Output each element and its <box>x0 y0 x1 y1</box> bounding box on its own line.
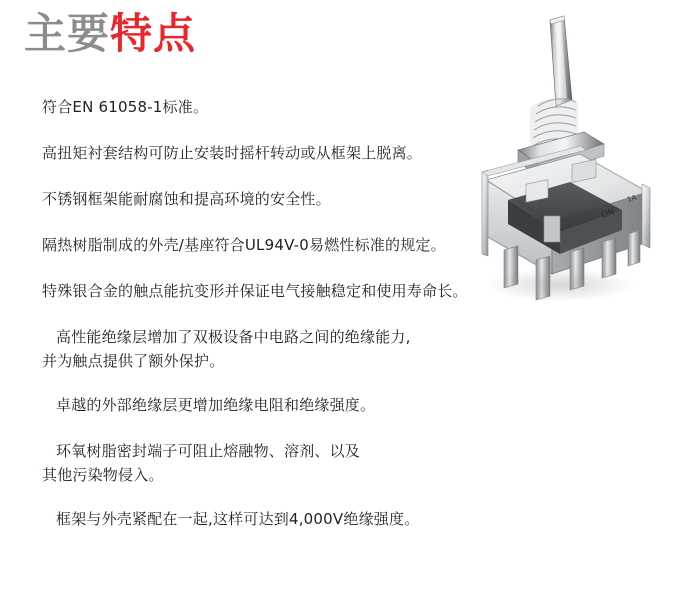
feature-item <box>42 393 512 417</box>
feature-line: 高性能绝缘层增加了双极设备中电路之间的绝缘能力, <box>56 328 411 346</box>
on-marking-text: ON <box>599 207 617 221</box>
feature-line: 卓越的外部绝缘层更增加绝缘电阻和绝缘强度。 <box>56 396 376 414</box>
page-title-accent: 特点 <box>110 9 197 58</box>
feature-line: 高扭矩衬套结构可防止安装时摇杆转动或从框架上脱离。 <box>42 144 423 162</box>
feature-item <box>42 325 512 373</box>
feature-item <box>42 279 512 303</box>
feature-line: 框架与外壳紧配在一起,这样可达到4,000V绝缘强度。 <box>56 510 420 528</box>
feature-line: 特殊银合金的触点能抗变形并保证电气接触稳定和使用寿命长。 <box>42 282 468 300</box>
feature-item <box>42 233 512 257</box>
feature-line: 不锈钢框架能耐腐蚀和提高环境的安全性。 <box>42 190 331 208</box>
feature-item <box>42 95 512 119</box>
feature-line: 隔热树脂制成的外壳/基座符合UL94V-0易燃性标准的规定。 <box>42 236 446 254</box>
feature-item <box>42 439 512 487</box>
feature-list <box>42 95 512 553</box>
side-label-text: 1A <box>626 193 638 204</box>
page-title-primary: 主要 <box>24 9 111 58</box>
page-title <box>24 8 196 60</box>
feature-line: 并为触点提供了额外保护。 <box>42 352 225 370</box>
toggle-lever-graphic <box>550 16 572 106</box>
feature-item <box>42 187 512 211</box>
feature-item <box>42 507 512 531</box>
feature-line: 其他污染物侵入。 <box>42 466 164 484</box>
feature-item <box>42 141 512 165</box>
feature-line: 环氧树脂密封端子可阻止熔融物、溶剂、以及 <box>56 442 361 460</box>
feature-line: 符合EN 61058-1标准。 <box>42 98 209 116</box>
